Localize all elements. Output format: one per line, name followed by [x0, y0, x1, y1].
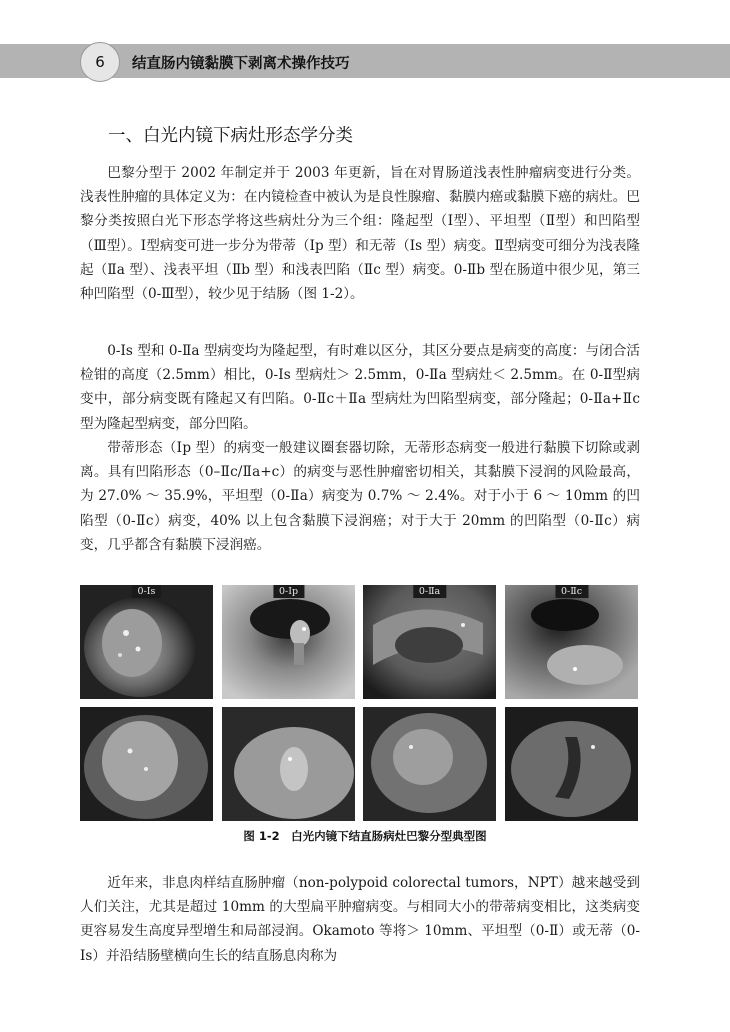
figure-label: 0-Ⅰp — [273, 585, 304, 598]
endoscopy-photo — [363, 585, 496, 699]
endoscopy-image-is-2 — [80, 707, 213, 821]
figure-label: 0-Ⅱa — [413, 585, 446, 598]
endoscopy-image-iic-2 — [505, 707, 638, 821]
endoscopy-photo — [80, 707, 213, 821]
endoscopy-image-is-1 — [80, 585, 213, 699]
endoscopy-photo — [222, 585, 355, 699]
endoscopy-image-iia-1 — [363, 585, 496, 699]
paragraph: 0-Ⅰs 型和 0-Ⅱa 型病变均为隆起型，有时难以区分，其区分要点是病变的高度：与闭合活检钳的高度（2.5mm）相比，0-Ⅰs 型病灶＞ 2.5mm，0-Ⅱa 型病灶＜ 2.5mm。在 0-Ⅱ型病变中，部分病变既有隆起又有凹陷。0-Ⅱc＋Ⅱa 型病灶为凹陷型病变，部分隆起；0-Ⅱa+Ⅱc 型为隆起型病变，部分凹陷。 — [80, 343, 640, 432]
endoscopy-photo — [222, 707, 355, 821]
endoscopy-photo — [505, 707, 638, 821]
running-title: 结直肠内镜黏膜下剥离术操作技巧 — [132, 56, 350, 72]
endoscopy-figure-grid — [80, 585, 640, 821]
endoscopy-image-ip-2 — [222, 707, 355, 821]
figure-label: 0-Ⅰs — [132, 585, 162, 598]
figure-label: 0-Ⅱc — [555, 585, 588, 598]
paragraph: 近年来，非息肉样结直肠肿瘤（non-polypoid colorectal tumors，NPT）越来越受到人们关注，尤其是超过 10mm 的大型扁平肿瘤病变。与相同大小的带蒂病变相比，这类病变更容易发生高度异型增生和局部浸润。Okamoto 等将＞ 10mm、平坦型（0-Ⅱ）或无蒂（0-Ⅰs）并沿结肠壁横向生长的结直肠息肉称为 — [80, 875, 640, 964]
figure-caption: 图 1-2 白光内镜下结直肠病灶巴黎分型典型图 — [243, 829, 487, 843]
endoscopy-image-iia-2 — [363, 707, 496, 821]
paragraph: 巴黎分型于 2002 年制定并于 2003 年更新，旨在对胃肠道浅表性肿瘤病变进行分类。浅表性肿瘤的具体定义为：在内镜检查中被认为是良性腺瘤、黏膜内癌或黏膜下癌的病灶。巴黎分类按照白光下形态学将这些病灶分为三个组：隆起型（Ⅰ型）、平坦型（Ⅱ型）和凹陷型（Ⅲ型）。Ⅰ型病变可进一步分为带蒂（Ⅰp 型）和无蒂（Ⅰs 型）病变。Ⅱ型病变可细分为浅表隆起（Ⅱa 型）、浅表平坦（Ⅱb 型）和浅表凹陷（Ⅱc 型）病变。0-Ⅱb 型在肠道中很少见，第三种凹陷型（0-Ⅲ型），较少见于结肠（图 1-2）。 — [80, 165, 640, 303]
endoscopy-photo — [363, 707, 496, 821]
section-heading: 一、白光内镜下病灶形态学分类 — [108, 126, 353, 146]
paragraph: 带蒂形态（Ⅰp 型）的病变一般建议圈套器切除，无蒂形态病变一般进行黏膜下切除或剥离。具有凹陷形态（0–Ⅱc/Ⅱa+c）的病变与恶性肿瘤密切相关，其黏膜下浸润的风险最高，为 27.0% ～ 35.9%，平坦型（0-Ⅱa）病变为 0.7% ～ 2.4%。对于小于 6 ～ 10mm 的凹陷型（0-Ⅱc）病变，40% 以上包含黏膜下浸润癌；对于大于 20mm 的凹陷型（0-Ⅱc）病变，几乎都含有黏膜下浸润癌。 — [80, 440, 640, 553]
page-number: 6 — [80, 42, 120, 82]
endoscopy-photo — [80, 585, 213, 699]
endoscopy-image-ip-1 — [222, 585, 355, 699]
endoscopy-image-iic-1 — [505, 585, 638, 699]
endoscopy-photo — [505, 585, 638, 699]
